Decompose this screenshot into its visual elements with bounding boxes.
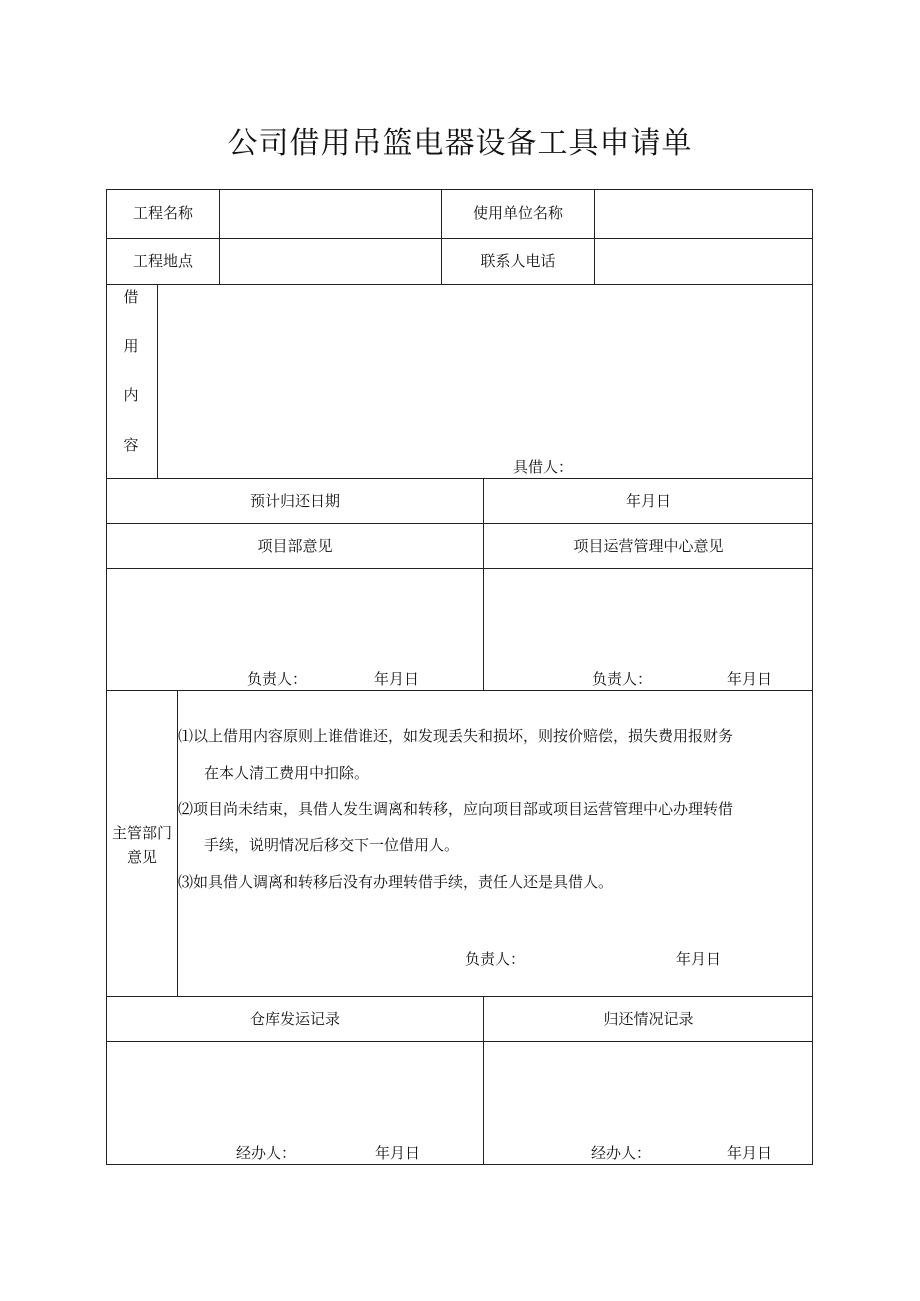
return-date-label: 预计归还日期	[249, 492, 340, 510]
form-title: 公司借用吊篮电器设备工具申请单	[227, 126, 693, 161]
row-divider	[106, 690, 813, 691]
return-record-header: 归还情况记录	[603, 1010, 694, 1028]
row-divider	[106, 996, 813, 997]
project-location-label: 工程地点	[132, 252, 193, 270]
contact-phone-label: 联系人电话	[480, 252, 556, 270]
unit-name-label: 使用单位名称	[472, 204, 563, 222]
borrower-label: 具借人：	[513, 458, 574, 476]
supervisor-label: 主管部门	[111, 824, 172, 842]
row-divider	[106, 238, 813, 239]
rule-note: 手续，说明情况后移交下一位借用人。	[204, 836, 460, 854]
row-divider	[106, 284, 813, 285]
borrow-content-label-char: 容	[123, 436, 139, 454]
rule-note: 在本人清工费用中扣除。	[204, 764, 370, 782]
project-dept-signer-label: 负责人：	[247, 670, 308, 688]
row-divider	[106, 1041, 813, 1042]
row-divider	[106, 523, 813, 524]
warehouse-handler-label: 经办人：	[236, 1144, 297, 1162]
return-handler-label: 经办人：	[591, 1144, 652, 1162]
supervisor-signer-label: 负责人：	[465, 950, 526, 968]
rule-note: ⑶如具借人调离和转移后没有办理转借手续，责任人还是具借人。	[178, 873, 614, 891]
rule-note: ⑵项目尚未结束，具借人发生调离和转移，应向项目部或项目运营管理中心办理转借	[178, 800, 734, 818]
project-name-label: 工程名称	[132, 204, 193, 222]
return-date: 年月日	[727, 1144, 773, 1162]
col-divider	[483, 478, 484, 690]
col-divider	[219, 189, 220, 284]
ops-center-opinion-header: 项目运营管理中心意见	[573, 537, 724, 555]
warehouse-date: 年月日	[375, 1144, 421, 1162]
supervisor-date: 年月日	[676, 950, 722, 968]
project-dept-date: 年月日	[374, 670, 420, 688]
rule-note: ⑴以上借用内容原则上谁借谁还，如发现丢失和损坏，则按价赔偿，损失费用报财务	[178, 727, 734, 745]
warehouse-dispatch-header: 仓库发运记录	[249, 1010, 340, 1028]
supervisor-label: 意见	[126, 848, 157, 866]
row-divider	[106, 478, 813, 479]
col-divider	[594, 189, 595, 284]
borrow-content-label-char: 内	[123, 386, 139, 404]
row-divider	[106, 568, 813, 569]
return-date-value[interactable]: 年月日	[625, 492, 671, 510]
ops-center-signer-label: 负责人：	[592, 670, 653, 688]
borrow-content-label-char: 用	[123, 337, 139, 355]
project-dept-opinion-header: 项目部意见	[257, 537, 333, 555]
ops-center-date: 年月日	[727, 670, 773, 688]
col-divider	[157, 284, 158, 478]
borrow-content-label-char: 借	[123, 288, 139, 306]
col-divider	[441, 189, 442, 284]
